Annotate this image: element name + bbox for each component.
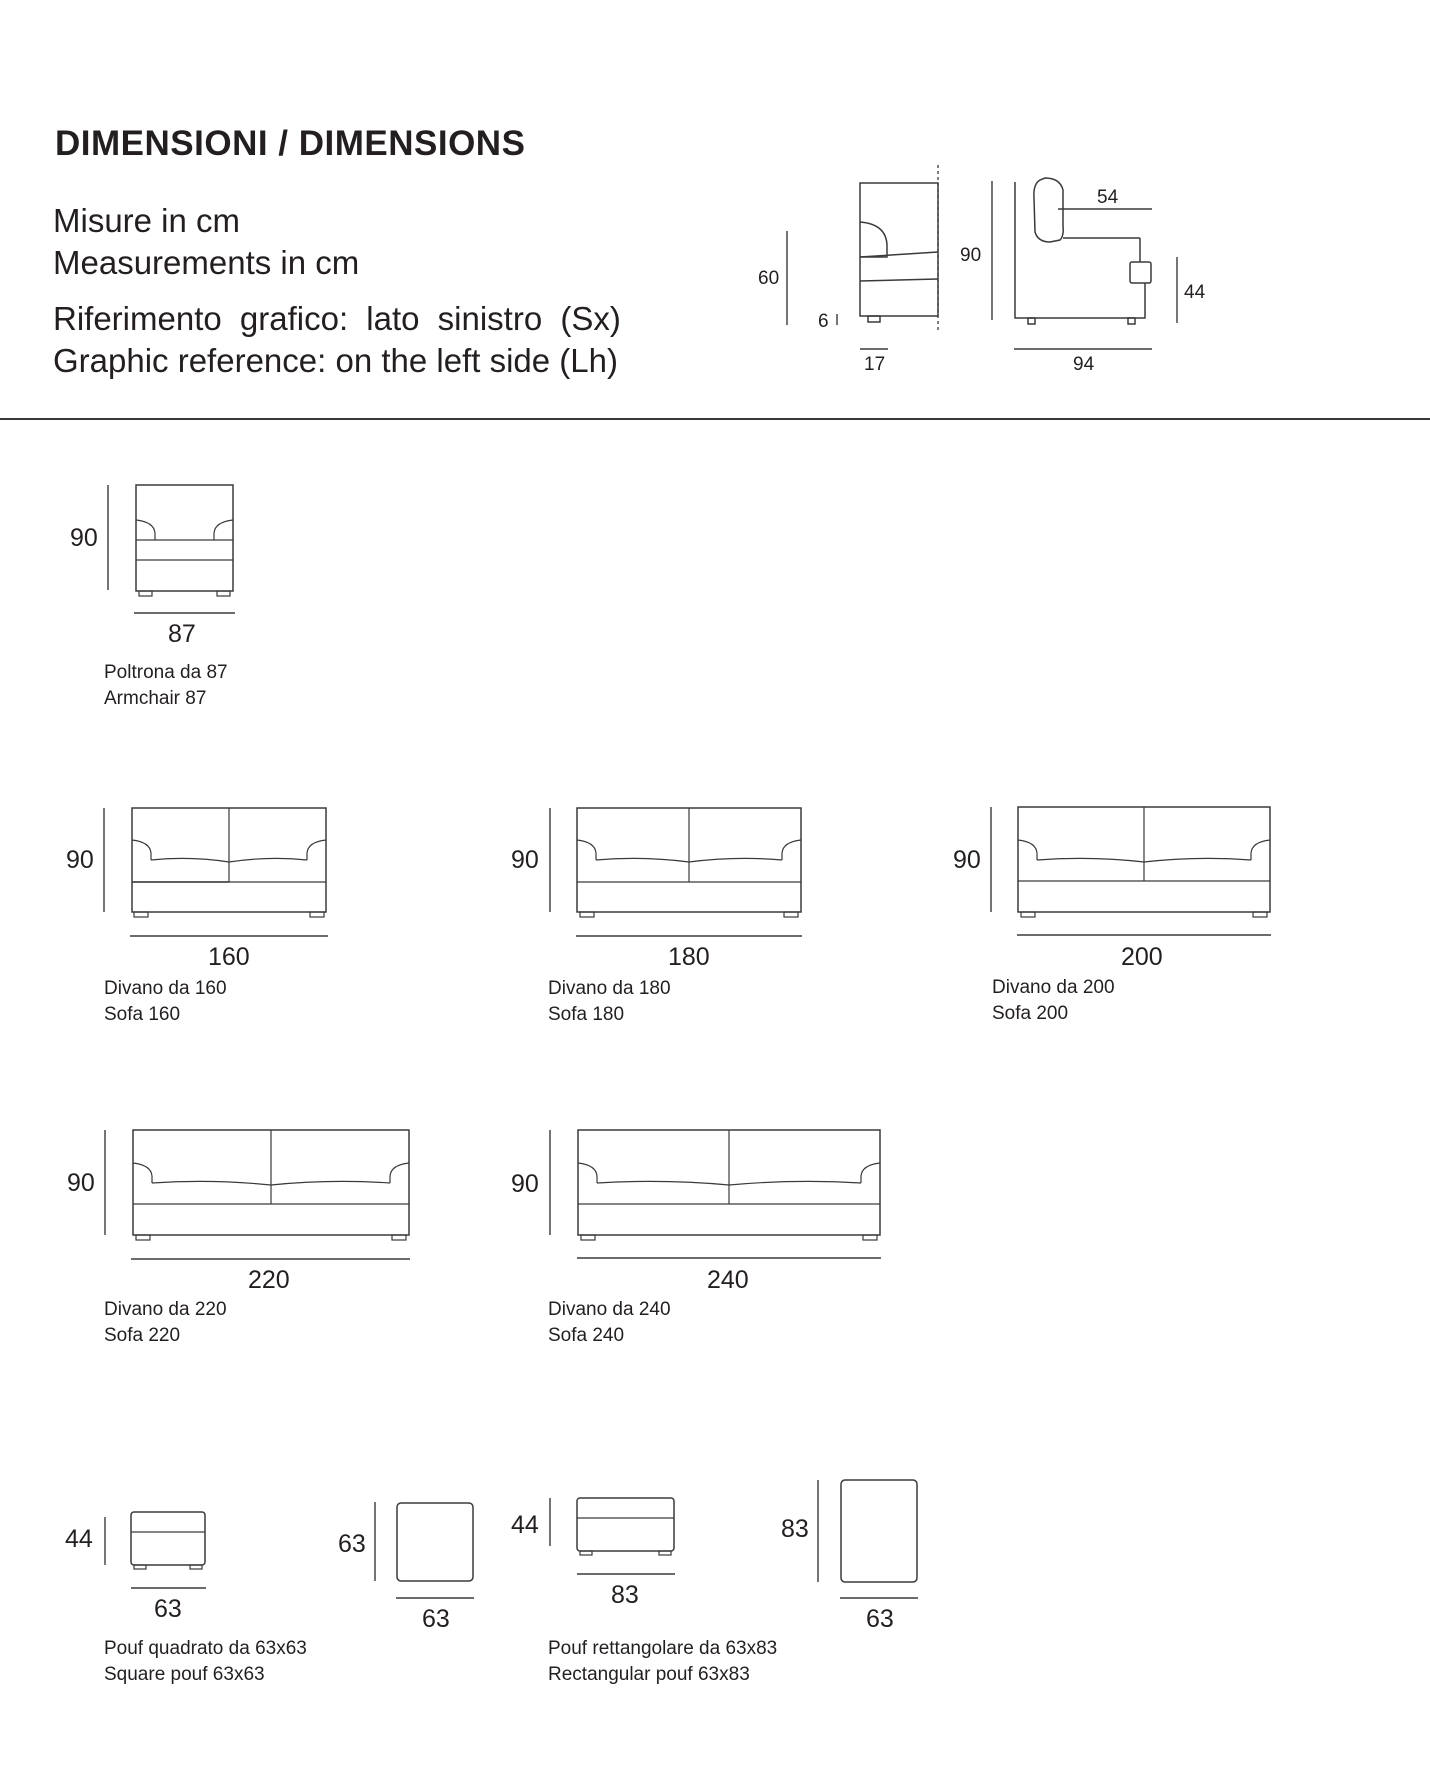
seat-depth-label: 54 [1097, 187, 1119, 208]
sofa-200-width-label: 200 [1121, 943, 1163, 971]
sofa-160-drawing [66, 808, 328, 971]
pouf-square-front-drawing [65, 1512, 206, 1623]
pouf-rect-top-drawing [781, 1480, 918, 1633]
caption-en: Rectangular pouf 63x83 [548, 1664, 750, 1685]
pouf-square-front-width-label: 63 [154, 1595, 182, 1623]
sofa-240-width-label: 240 [707, 1266, 749, 1294]
pouf-rect-top-width-label: 63 [866, 1605, 894, 1633]
caption-it: Divano da 180 [548, 978, 671, 999]
units-en: Measurements in cm [53, 244, 360, 281]
sofa-200-caption [992, 975, 1115, 1027]
caption-it: Divano da 220 [104, 1299, 227, 1320]
pouf-square-top-depth-label: 63 [338, 1530, 366, 1558]
caption-it: Poltrona da 87 [104, 662, 228, 683]
sofa-180-caption [548, 976, 671, 1028]
arm-width-label: 17 [864, 354, 886, 375]
caption-en: Sofa 160 [104, 1004, 181, 1025]
armchair-height-label: 90 [70, 524, 98, 552]
pouf-square-top-width-label: 63 [422, 1605, 450, 1633]
caption-it: Divano da 160 [104, 978, 227, 999]
graphic-reference-it: Riferimento grafico: lato sinistro (Sx) [53, 300, 621, 337]
pouf-rect-top-depth-label: 83 [781, 1515, 809, 1543]
caption-en: Sofa 240 [548, 1325, 625, 1346]
pouf-rect-front-height-label: 44 [511, 1511, 539, 1539]
armchair-87-caption [104, 660, 228, 712]
caption-en: Armchair 87 [104, 688, 207, 709]
sofa-200-height-label: 90 [953, 846, 981, 874]
sofa-160-height-label: 90 [66, 846, 94, 874]
caption-it: Divano da 200 [992, 977, 1115, 998]
pouf-rect-caption [548, 1636, 777, 1688]
caption-en: Sofa 200 [992, 1003, 1069, 1024]
pouf-rect-front-drawing [511, 1498, 675, 1609]
total-depth-label: 94 [1073, 354, 1095, 375]
pouf-square-front-height-label: 44 [65, 1525, 93, 1553]
sofa-180-width-label: 180 [668, 943, 710, 971]
armchair-width-label: 87 [168, 620, 196, 648]
caption-en: Square pouf 63x63 [104, 1664, 265, 1685]
sofa-160-width-label: 160 [208, 943, 250, 971]
seat-height-label: 44 [1184, 282, 1206, 303]
caption-it: Divano da 240 [548, 1299, 671, 1320]
sofa-200-drawing [953, 807, 1271, 971]
sofa-220-caption [104, 1297, 227, 1349]
sofa-220-width-label: 220 [248, 1266, 290, 1294]
sofa-240-drawing [511, 1130, 881, 1294]
sofa-180-drawing [511, 808, 802, 971]
units-it: Misure in cm [53, 202, 241, 239]
sofa-220-height-label: 90 [67, 1169, 95, 1197]
sofa-160-caption [104, 976, 227, 1028]
sofa-180-height-label: 90 [511, 846, 539, 874]
caption-en: Sofa 180 [548, 1004, 625, 1025]
caption-it: Pouf rettangolare da 63x83 [548, 1638, 778, 1659]
front-height-label: 60 [758, 268, 780, 289]
pouf-square-caption [104, 1636, 307, 1688]
reference-front-drawing [758, 165, 938, 375]
reference-side-drawing [960, 178, 1206, 375]
total-height-label: 90 [960, 245, 982, 266]
sofa-240-height-label: 90 [511, 1170, 539, 1198]
pouf-square-top-drawing [338, 1502, 474, 1633]
caption-it: Pouf quadrato da 63x63 [104, 1638, 307, 1659]
page-title: DIMENSIONI / DIMENSIONS [55, 124, 526, 163]
pouf-rect-front-width-label: 83 [611, 1581, 639, 1609]
sofa-220-drawing [67, 1130, 410, 1294]
graphic-reference-en: Graphic reference: on the left side (Lh) [53, 342, 618, 379]
caption-en: Sofa 220 [104, 1325, 181, 1346]
foot-height-label: 6 [818, 311, 829, 332]
sofa-240-caption [548, 1297, 671, 1349]
armchair-87-drawing [70, 485, 235, 648]
